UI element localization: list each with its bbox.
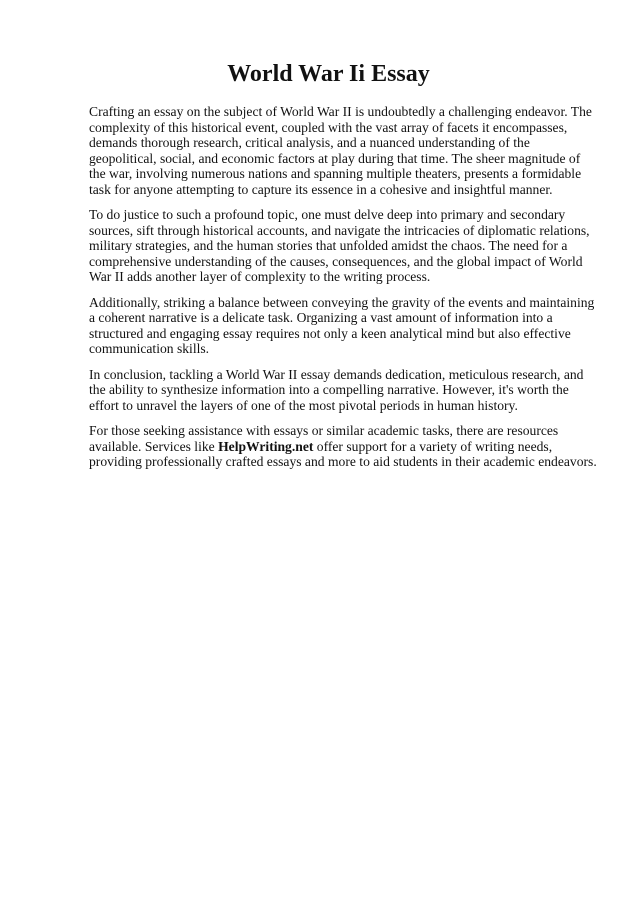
paragraph-1: Crafting an essay on the subject of World War II is undoubtedly a challenging endeavor. The complexity of this historical event, coupled with the vast array of facets it encompasses, demands thorough research, critical analysis, and a nuanced understanding of the geopolitical, social, and economic factors at play during that time. The sheer magnitude of the war, involving numerous nations and spanning multiple theaters, presents a formidable task for anyone attempting to capture its essence in a cohesive and insightful manner. [89,104,592,197]
helpwriting-link[interactable]: HelpWriting.net [218,438,314,454]
paragraph-5 [89,423,598,470]
paragraph-2: To do justice to such a profound topic, one must delve deep into primary and secondary sources, sift through historical accounts, and navigate the intricacies of diplomatic relations, military strategies, and the human stories that unfolded amidst the chaos. The need for a comprehensive understanding of the causes, consequences, and the global impact of World War II adds another layer of complexity to the writing process. [89,207,590,284]
paragraph-4: In conclusion, tackling a World War II essay demands dedication, meticulous research, and the ability to synthesize information into a compelling narrative. However, it's worth the effort to unravel the layers of one of the most pivotal periods in human history. [89,366,584,413]
paragraph-3: Additionally, striking a balance between conveying the gravity of the events and maintaining a coherent narrative is a delicate task. Organizing a vast amount of information into a structured and engaging essay requires not only a keen analytical mind but also effective communication skills. [89,294,595,356]
paragraph-5-text-before: For those seeking assistance with essays or similar academic tasks, there are resources available. Services like [89,423,559,454]
document-title: World War Ii Essay [227,61,430,87]
paragraph-5-text-after: offer support for a variety of writing needs, providing professionally crafted essays and more to aid students in their academic endeavors. [89,438,597,469]
